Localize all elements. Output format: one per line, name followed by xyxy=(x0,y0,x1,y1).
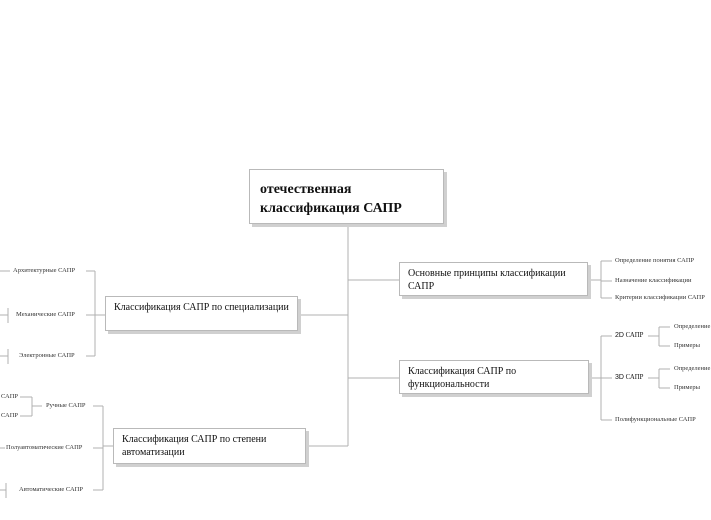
leaf-manual[interactable]: Ручные САПР xyxy=(46,402,86,409)
branch-principles-label: Основные принципы классификации САПР xyxy=(408,268,566,292)
leaf-principles-2[interactable]: Назначение классификации xyxy=(615,277,692,284)
leaf-architectural[interactable]: Архитектурные САПР xyxy=(13,267,76,274)
leaf-manual-sub-1[interactable]: САПР xyxy=(1,393,19,400)
leaf-2d-definition[interactable]: Определение xyxy=(674,323,711,330)
branch-functionality[interactable] xyxy=(399,360,589,394)
leaf-3d-suffix: САПР xyxy=(625,374,644,381)
root-node[interactable] xyxy=(249,169,444,224)
leaf-electronic[interactable]: Электронные САПР xyxy=(19,352,75,359)
branch-functionality-label: Классификация САПР по функциональности xyxy=(408,366,517,390)
leaf-manual-sub-2[interactable]: САПР xyxy=(1,412,19,419)
leaf-3d-examples[interactable]: Примеры xyxy=(674,384,701,391)
leaf-mechanical[interactable]: Механические САПР xyxy=(16,311,75,318)
branch-specialization[interactable] xyxy=(105,296,298,331)
leaf-3d-cad[interactable] xyxy=(614,374,644,382)
leaf-automatic[interactable]: Автоматические САПР xyxy=(19,486,83,493)
leaf-2d-suffix: САПР xyxy=(625,332,644,339)
branch-automation[interactable] xyxy=(113,428,306,464)
leaf-semi-automatic[interactable]: Полуавтоматические САПР xyxy=(6,444,83,451)
leaf-2d-prefix: 2D xyxy=(615,332,624,339)
branch-principles[interactable] xyxy=(399,262,588,296)
branch-automation-label: Классификация САПР по степени автоматизации xyxy=(122,434,267,458)
branch-specialization-label: Классификация САПР по специализации xyxy=(114,302,289,313)
leaf-2d-cad[interactable] xyxy=(614,332,644,340)
leaf-3d-prefix: 3D xyxy=(615,374,624,381)
leaf-principles-3[interactable]: Критерии классификации САПР xyxy=(615,294,705,301)
leaf-multifunctional[interactable]: Полифункциональные САПР xyxy=(615,416,696,423)
leaf-principles-1[interactable]: Определение понятия САПР xyxy=(615,257,695,264)
leaf-3d-definition[interactable]: Определение xyxy=(674,365,711,372)
leaf-2d-examples[interactable]: Примеры xyxy=(674,342,701,349)
root-title: отечественная классификация САПР xyxy=(260,182,402,216)
